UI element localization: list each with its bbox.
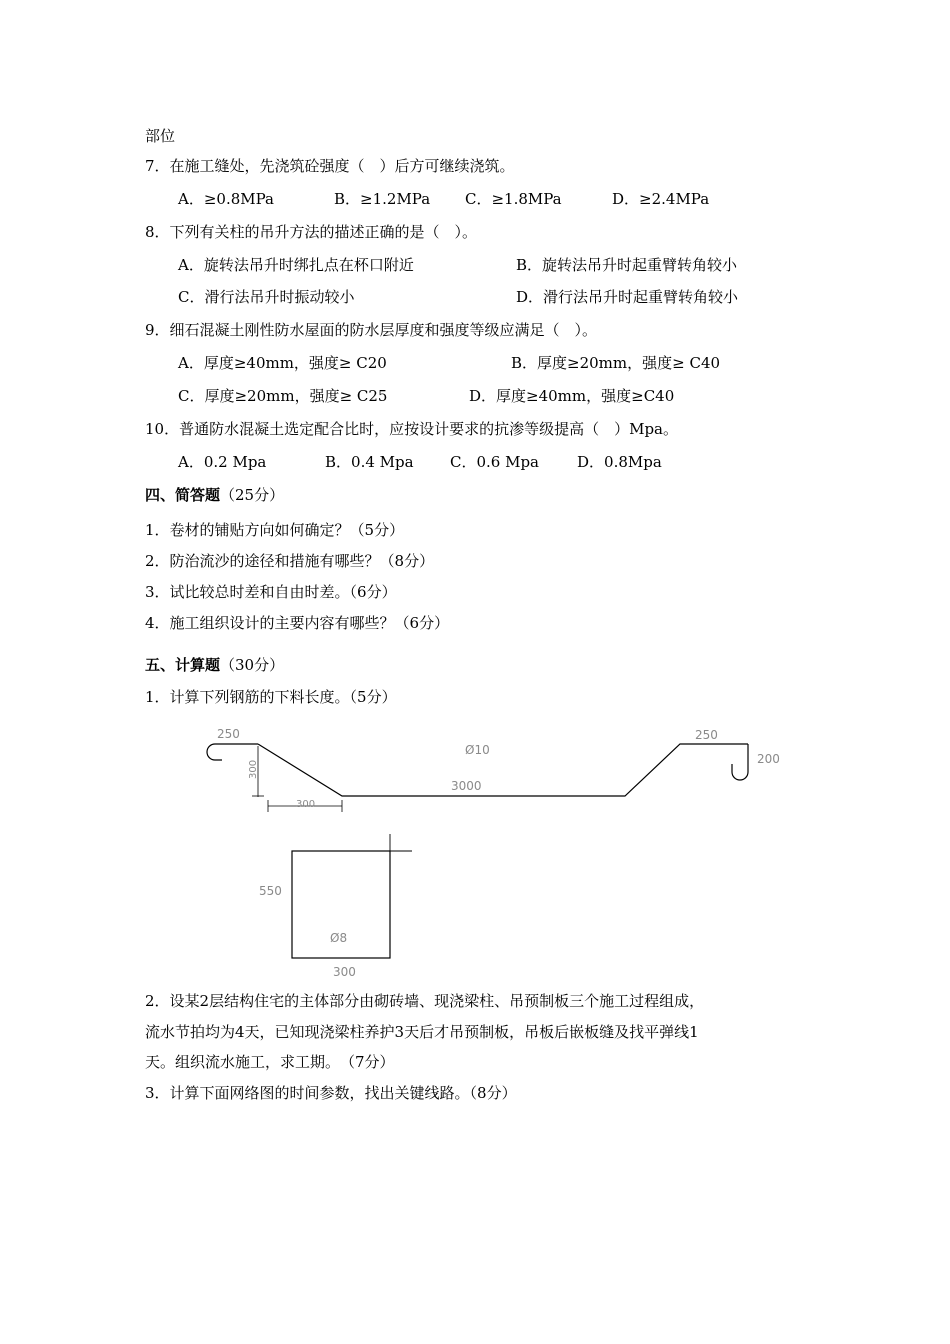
short-answer-item-3: 3．试比较总时差和自由时差。（6分） <box>145 583 397 601</box>
question-7-option-c: C．≥1.8MPa <box>465 190 562 208</box>
calc-question-3: 3．计算下面网络图的时间参数，找出关键线路。（8分） <box>145 1084 517 1102</box>
calc-question-1: 1．计算下列钢筋的下料长度。（5分） <box>145 688 397 706</box>
question-8-stem: 8．下列有关柱的吊升方法的描述正确的是（ ）。 <box>145 223 478 241</box>
section-5-title: 五、计算题 <box>145 656 221 674</box>
section-4-title: 四、简答题 <box>145 486 221 504</box>
question-9-option-d: D．厚度≥40mm，强度≥C40 <box>469 387 675 405</box>
calc-question-2-line-2: 流水节拍均为4天，已知现浇梁柱养护3天后才吊预制板，吊板后嵌板缝及找平弹线1 <box>145 1023 699 1041</box>
section-5-score: （30分） <box>220 656 285 674</box>
question-10-option-b: B．0.4 Mpa <box>325 453 414 471</box>
question-8-option-b: B．旋转法吊升时起重臂转角较小 <box>516 256 738 274</box>
dim-stirrup-height-550: 550 <box>259 884 282 898</box>
bent-bar-shape <box>258 744 748 796</box>
short-answer-item-1: 1．卷材的铺贴方向如何确定？（5分） <box>145 521 405 539</box>
dim-stirrup-width-300: 300 <box>333 965 356 979</box>
dim-hook-right-250: 250 <box>695 728 718 742</box>
dim-right-200: 200 <box>757 752 780 766</box>
question-10-option-d: D．0.8Mpa <box>577 453 662 471</box>
question-10-stem: 10．普通防水混凝土选定配合比时，应按设计要求的抗渗等级提高（ ）Mpa。 <box>145 420 678 438</box>
calc-question-2-line-1: 2．设某2层结构住宅的主体部分由砌砖墙、现浇梁柱、吊预制板三个施工过程组成， <box>145 992 705 1010</box>
question-10-option-c: C．0.6 Mpa <box>450 453 540 471</box>
short-answer-item-2: 2．防治流沙的途径和措施有哪些？（8分） <box>145 552 435 570</box>
question-7-option-b: B．≥1.2MPa <box>334 190 431 208</box>
stirrup-diameter-8: Ø8 <box>330 931 348 945</box>
question-8-option-d: D．滑行法吊升时起重臂转角较小 <box>516 288 739 306</box>
bar-diameter-10: Ø10 <box>465 743 490 757</box>
dim-slope-run-300: 300 <box>296 799 316 810</box>
dim-slope-height-300: 300 <box>248 759 259 779</box>
dim-hook-left-250: 250 <box>217 727 240 741</box>
question-9-option-c: C．厚度≥20mm，强度≥ C25 <box>178 387 388 405</box>
question-7-option-d: D．≥2.4MPa <box>612 190 710 208</box>
bent-bar-left-hook <box>207 744 258 760</box>
page-fragment-text: 部位 <box>145 127 176 145</box>
question-9-option-b: B．厚度≥20mm，强度≥ C40 <box>511 354 721 372</box>
short-answer-item-4: 4．施工组织设计的主要内容有哪些？（6分） <box>145 614 450 632</box>
question-9-stem: 9．细石混凝土刚性防水屋面的防水层厚度和强度等级应满足（ ）。 <box>145 321 598 339</box>
question-8-option-a: A．旋转法吊升时绑扎点在杯口附近 <box>178 256 414 274</box>
question-7-stem: 7．在施工缝处，先浇筑砼强度（ ）后方可继续浇筑。 <box>145 157 515 175</box>
dim-bottom-3000: 3000 <box>451 779 482 793</box>
calc-question-2-line-3: 天。组织流水施工，求工期。 （7分） <box>145 1053 395 1071</box>
section-4-score: （25分） <box>220 486 285 504</box>
question-9-option-a: A．厚度≥40mm，强度≥ C20 <box>178 354 387 372</box>
bent-bar-right-hook <box>732 744 748 780</box>
question-8-option-c: C．滑行法吊升时振动较小 <box>178 288 355 306</box>
question-10-option-a: A．0.2 Mpa <box>178 453 267 471</box>
question-7-option-a: A．≥0.8MPa <box>178 190 274 208</box>
